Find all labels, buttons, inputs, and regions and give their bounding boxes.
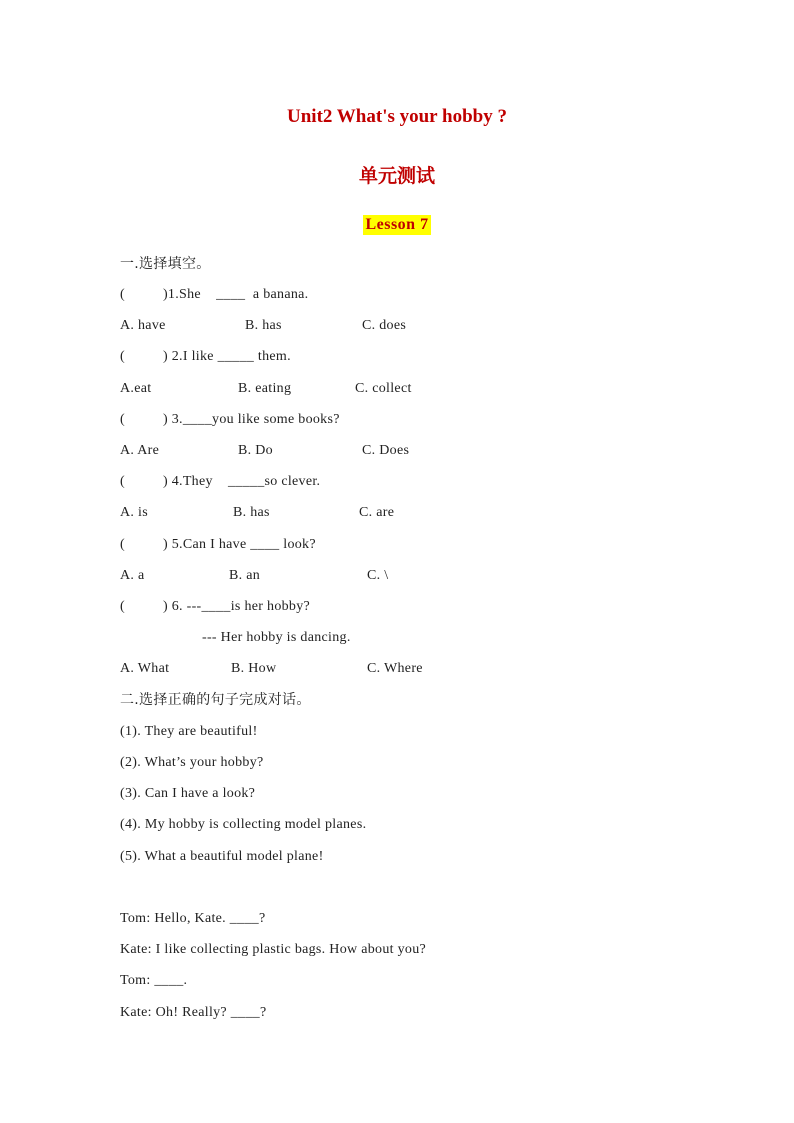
section1-heading: 一.选择填空。	[120, 256, 211, 272]
question-4-option-a: A. is	[120, 505, 148, 520]
question-6-option-b: B. How	[231, 661, 277, 676]
question-6-option-a: A. What	[120, 661, 170, 676]
question-2-option-a: A.eat	[120, 381, 152, 396]
dialogue-line-2: Kate: I like collecting plastic bags. How about you?	[120, 942, 427, 957]
question-5-option-c: C. \	[367, 568, 389, 583]
lesson-heading-wrap	[0, 215, 794, 235]
section2-heading: 二.选择正确的句子完成对话。	[120, 692, 311, 708]
page-subtitle: 单元测试	[358, 165, 435, 187]
question-4-option-c: C. are	[359, 505, 395, 520]
sentence-option-1: (1). They are beautiful!	[120, 724, 258, 739]
question-5-stem: ( ) 5.Can I have ____ look?	[120, 537, 316, 552]
question-6-stem: ( ) 6. ---____is her hobby?	[120, 599, 311, 614]
sentence-option-5: (5). What a beautiful model plane!	[120, 849, 324, 864]
question-2-stem: ( ) 2.I like _____ them.	[120, 349, 291, 364]
question-2-option-c: C. collect	[355, 381, 412, 396]
sentence-option-3: (3). Can I have a look?	[120, 786, 256, 801]
question-4-stem: ( ) 4.They _____so clever.	[120, 474, 321, 489]
dialogue-line-1: Tom: Hello, Kate. ____?	[120, 911, 266, 926]
question-2-option-b: B. eating	[238, 381, 292, 396]
question-5-option-b: B. an	[229, 568, 261, 583]
question-3-option-c: C. Does	[362, 443, 410, 458]
dialogue-line-3: Tom: ____.	[120, 973, 188, 988]
dialogue-line-4: Kate: Oh! Really? ____?	[120, 1005, 267, 1020]
question-1-option-b: B. has	[245, 318, 282, 333]
question-1-option-a: A. have	[120, 318, 166, 333]
question-1-stem: ( )1.She ____ a banana.	[120, 287, 309, 302]
question-5-option-a: A. a	[120, 568, 145, 583]
question-3-option-b: B. Do	[238, 443, 273, 458]
question-6-answer-line: --- Her hobby is dancing.	[202, 630, 351, 645]
question-4-option-b: B. has	[233, 505, 270, 520]
sentence-option-4: (4). My hobby is collecting model planes.	[120, 817, 367, 832]
question-3-stem: ( ) 3.____you like some books?	[120, 412, 340, 427]
question-1-option-c: C. does	[362, 318, 407, 333]
question-6-option-c: C. Where	[367, 661, 423, 676]
question-3-option-a: A. Are	[120, 443, 160, 458]
lesson-heading: Lesson 7	[365, 216, 429, 233]
sentence-option-2: (2). What’s your hobby?	[120, 755, 264, 770]
page-title: Unit2 What's your hobby ?	[287, 106, 507, 127]
